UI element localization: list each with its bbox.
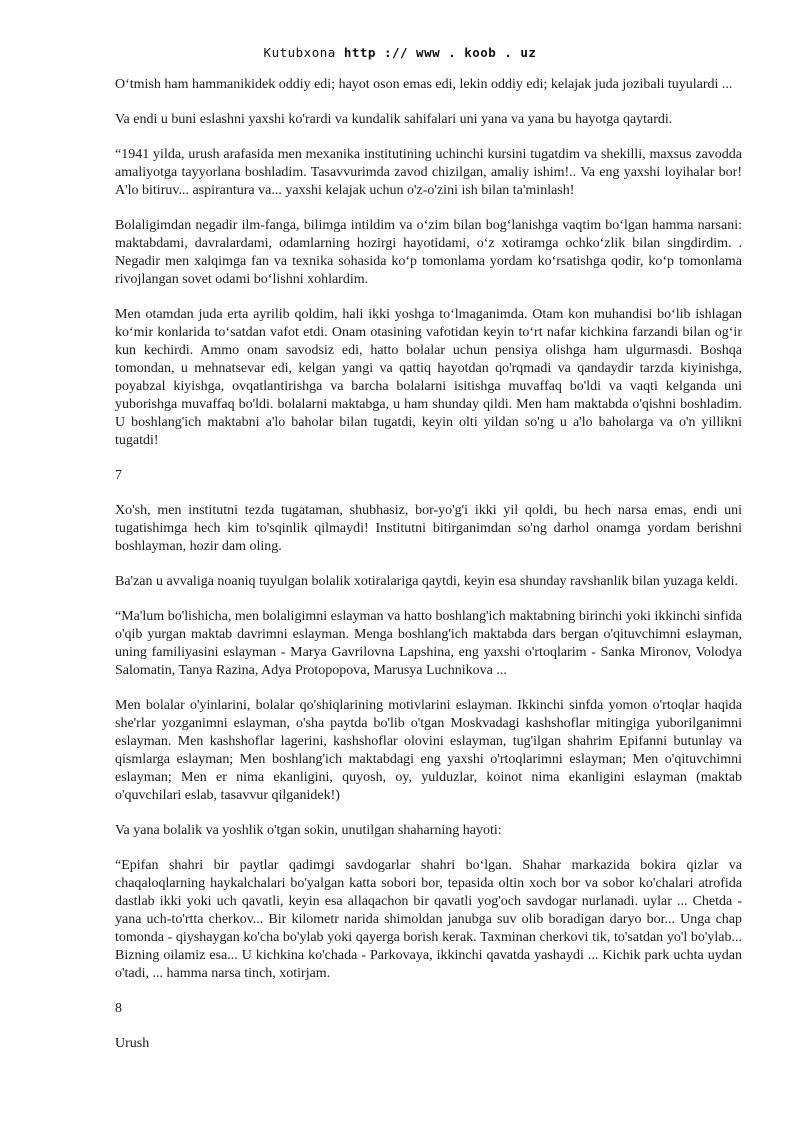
paragraph: Bolaligimdan negadir ilm-fanga, bilimga intildim va o‘zim bilan bog‘lanishga vaqtim bo‘lgan hamma narsani: maktabdami, davralardami, odamlarning hozirgi hayotidami, o‘z xotiramga ochko‘zlik bilan singdirdim. . Negadir men xalqimga fan va texnika sohasida ko‘p tomonlama yordam ko‘rsatishga qodir, ko‘p tomonlama rivojlangan sovet odami bo‘lishni xohlardim. bbox=[115, 218, 742, 287]
paragraph: Ba'zan u avvaliga noaniq tuyulgan bolalik xotiralariga qaytdi, keyin esa shunday ravshanlik bilan yuzaga keldi. bbox=[115, 574, 739, 589]
page-number: 8 bbox=[115, 1001, 122, 1016]
paragraph: “Epifan shahri bir paytlar qadimgi savdogarlar shahri bo‘lgan. Shahar markazida bokira qizlar va chaqaloqlarning haykalchalari bo'yalgan katta sobori bor, tepasida oltin xoch bor va sobor ko'chalari atrofida dastlab ikki yoki uch qavatli, keyin esa allaqachon bir qavatli yog'och savdogar nurlanadi. uylar ... Chetda - yana uch-to'rtta cherkov... Bir kilometr narida shimoldan janubga suv olib boradigan daryo bor... Unga chap tomonda - qiyshaygan ko'cha bo'ylab yoki qayerga borish kerak. Taxminan cherkovi tik, to'satdan yo'l bo'ylab... Bizning oilamiz esa... U kichkina ko'chada - Parkovaya, ikkinchi qavatda yashaydi ... Kichik park uchta uydan o'tadi, ... hamma narsa tinch, xotirjam. bbox=[115, 858, 742, 981]
paragraph: Men otamdan juda erta ayrilib qoldim, hali ikki yoshga to‘lmaganimda. Otam kon muhandisi bo‘lib ishlagan ko‘mir konlarida to‘satdan vafot etdi. Onam otasining vafotidan keyin to‘rt nafar kichkina farzandi bilan og‘ir kun kechirdi. Ammo onam savodsiz edi, hatto bolalar uchun pensiya olishga ham ulgurmasdi. Boshqa tomondan, u mehnatsevar edi, kelgan yangi va qattiq hayotdan qo'rqmadi va qandaydir tarzda kiyinishga, poyabzal kiyishga, ovqatlantirishga va barcha bolalarni isitishga muvaffaq bo'ldi va vaqti kelganda uni yuborishga muvaffaq bo'ldi. bolalarni maktabga, u ham shunday qildi. Men ham maktabda o'qishni boshladim. U boshlang'ich maktabni a'lo baholar bilan tugatdi, keyin olti yildan so'ng u a'lo baholarga va o'n yillikni tugatdi! bbox=[115, 307, 742, 448]
paragraph: Men bolalar o'yinlarini, bolalar qo'shiqlarining motivlarini eslayman. Ikkinchi sinfda yomon o'rtoqlar haqida she'rlar yozganimni eslayman, o'sha paytda bo'lib o'tgan Moskvadagi kashshoflar mitingiga yuborilganimni eslayman. Men kashshoflar lagerini, kashshoflar olovini eslayman, tug'ilgan shahrim Epifanni butunlay va qismlarga eslayman; Men boshlang'ich maktabdagi eng yaxshi o'rtoqlarimni eslayman; Men o'qituvchimni eslayman; Men er nima ekanligini, quyosh, oy, yulduzlar, koinot nima ekanligini eslayman (maktab o'quvchilari eslab, tasavvur qilganidek!) bbox=[115, 698, 742, 803]
paragraph: Va yana bolalik va yoshlik o'tgan sokin, unutilgan shaharning hayoti: bbox=[115, 823, 502, 838]
section-heading: Urush bbox=[115, 1036, 150, 1051]
paragraph: “1941 yilda, urush arafasida men mexanika institutining uchinchi kursini tugatdim va shekilli, maxsus zavodda amaliyotga tayyorlana boshladim. Tasavvurimda zavod chizilgan, amaliy ishim!.. Va eng yaxshi loyihalar bor! A'lo bitiruv... aspirantura va... yaxshi kelajak uchun o'z-o'zini ish bilan ta'minlash! bbox=[115, 147, 742, 198]
paragraph: “Ma'lum bo'lishicha, men bolaligimni eslayman va hatto boshlang'ich maktabning birinchi yoki ikkinchi sinfida o'qib yurgan maktab davrimni eslayman. Menga boshlang'ich maktabda dars bergan o'qituvchimni eslayman, uning familiyasini eslayman - Marya Gavrilovna Lapshina, eng yaxshi o'rtoqlarim - Sanka Mironov, Volodya Salomatin, Tanya Razina, Adya Protopopova, Marusya Luchnikova ... bbox=[115, 609, 742, 678]
page-header bbox=[0, 45, 800, 60]
paragraph: Xo'sh, men institutni tezda tugataman, shubhasiz, bor-yo'g'i ikki yil qoldi, bu hech narsa emas, endi uni tugatishimga hech kim to'sqinlik qilmaydi! Institutni bitirganimdan so'ng darhol onamga yordam berishni boshlayman, hozir dam oling. bbox=[115, 503, 742, 554]
site-url: http :// www . koob . uz bbox=[343, 45, 537, 60]
page-number: 7 bbox=[115, 468, 122, 483]
paragraph: O‘tmish ham hammanikidek oddiy edi; hayot oson emas edi, lekin oddiy edi; kelajak juda jozibali tuyulardi ... bbox=[115, 77, 733, 92]
document-body bbox=[115, 76, 742, 1070]
paragraph: Va endi u buni eslashni yaxshi ko'rardi va kundalik sahifalari uni yana va yana bu hayotga qaytardi. bbox=[115, 112, 673, 127]
site-name: Kutubxona bbox=[263, 45, 336, 60]
